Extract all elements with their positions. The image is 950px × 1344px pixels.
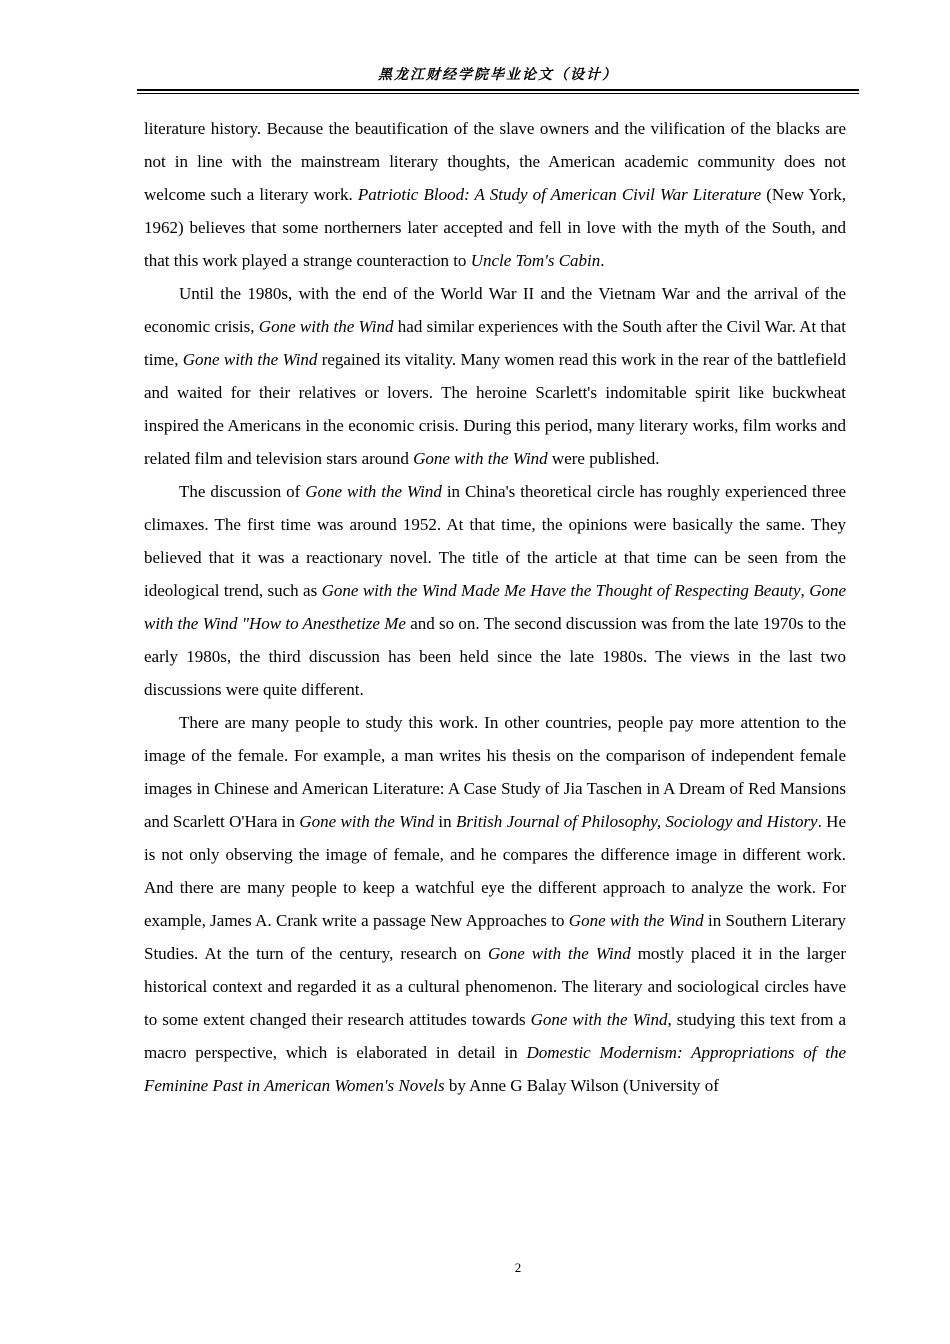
italic-title-run: Gone with the Wind xyxy=(305,482,442,501)
italic-title-run: Patriotic Blood: A Study of American Civil War Literature xyxy=(357,185,762,204)
text-run: (New York, 1962) believes that some northerners later accepted and fell in love with the myth of the South, and that this work played a strange counteraction to xyxy=(144,185,846,270)
text-run: . He is not only observing the image of female, and he compares the difference image in different work. And there are many people to keep a watchful eye the different approach to analyze the work. For example, James A. Crank write a passage New Approaches to xyxy=(144,812,846,930)
italic-title-run: Gone with the Wind Made Me Have the Thought of Respecting Beauty xyxy=(321,581,801,600)
italic-title-run: Gone with the Wind xyxy=(299,812,435,831)
body-paragraph xyxy=(144,277,846,475)
italic-title-run: Gone with the Wind xyxy=(487,944,631,963)
text-run: The discussion of xyxy=(179,482,306,501)
italic-title-run: British Journal of Philosophy, Sociology and History xyxy=(455,812,818,831)
text-run: in Southern Literary Studies. At the turn of the century, research on xyxy=(144,911,846,963)
text-run: in xyxy=(434,812,456,831)
text-run: Until the 1980s, with the end of the World War II and the Vietnam War and the arrival of the economic crisis, xyxy=(144,284,846,336)
text-run: by Anne G Balay Wilson (University of xyxy=(444,1076,719,1095)
text-run: regained its vitality. Many women read this work in the rear of the battlefield and waited for their relatives or lovers. The heroine Scarlett's indomitable spirit like buckwheat inspired the Americans in the economic crisis. During this period, many literary works, film works and related film and television stars around xyxy=(144,350,846,468)
header-rule-thick xyxy=(137,89,859,91)
text-run: and so on. The second discussion was from the late 1970s to the early 1980s, the third discussion has been held since the late 1980s. The views in the last two discussions were quite different. xyxy=(144,614,846,699)
italic-title-run: Gone with the Wind xyxy=(182,350,318,369)
page-number: 2 xyxy=(514,1260,522,1275)
body-paragraph xyxy=(144,475,846,706)
text-run: had similar experiences with the South after the Civil War. At that time, xyxy=(144,317,846,369)
italic-title-run: Gone with the Wind xyxy=(413,449,548,468)
body-paragraph xyxy=(144,112,846,277)
text-run: There are many people to study this work. In other countries, people pay more attention to the image of the female. For example, a man writes his thesis on the comparison of independent female images in Chinese and American Literature: A Case Study of Jia Taschen in A Dream of Red Mansions and Scarlett O'Hara in xyxy=(144,713,846,831)
italic-title-run: Gone with the Wind xyxy=(258,317,394,336)
text-run: , xyxy=(800,581,810,600)
body-paragraph xyxy=(144,706,846,1102)
italic-title-run: Uncle Tom's Cabin xyxy=(470,251,601,270)
text-run: . xyxy=(600,251,605,270)
page-header-title: 黑龙江财经学院毕业论文（设计） xyxy=(378,67,618,83)
italic-title-run: Gone with the Wind xyxy=(530,1010,668,1029)
text-run: mostly placed it in the larger historical context and regarded it as a cultural phenomenon. The literary and sociological circles have to some extent changed their research attitudes towards xyxy=(144,944,846,1029)
italic-title-run: Gone with the Wind "How to Anesthetize Me xyxy=(144,581,847,633)
italic-title-run: Gone with the Wind xyxy=(568,911,704,930)
text-run: in China's theoretical circle has roughly experienced three climaxes. The first time was around 1952. At that time, the opinions were basically the same. They believed that it was a reactionary novel. The title of the article at that time can be seen from the ideological trend, such as xyxy=(144,482,847,600)
header-rule-thin xyxy=(137,93,859,94)
text-run: , studying this text from a macro perspective, which is elaborated in detail in xyxy=(144,1010,846,1062)
text-run: literature history. Because the beautification of the slave owners and the vilification of the blacks are not in line with the mainstream literary thoughts, the American academic community does not welcome such a literary work. xyxy=(144,119,846,204)
italic-title-run: Domestic Modernism: Appropriations of the Feminine Past in American Women's Novels xyxy=(144,1043,846,1095)
text-run: were published. xyxy=(547,449,660,468)
body-text xyxy=(144,112,846,1102)
